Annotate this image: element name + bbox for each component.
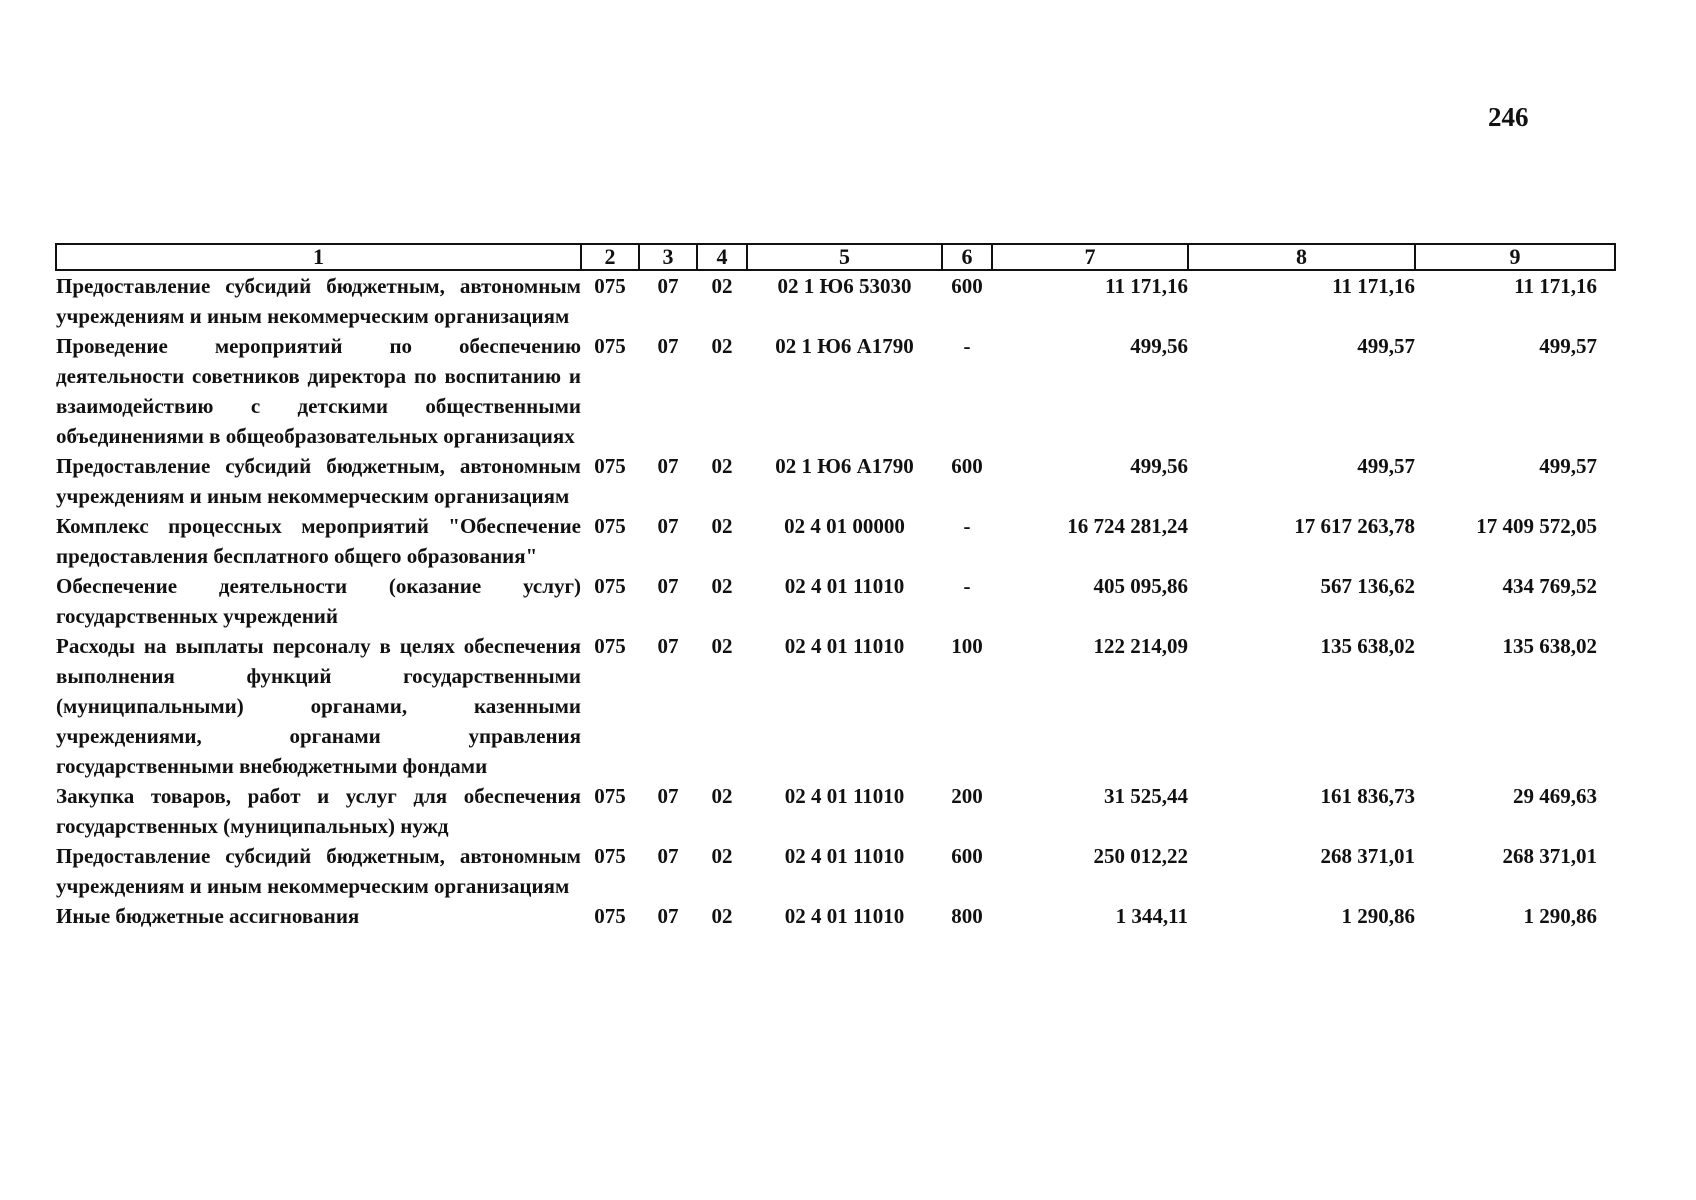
ved-code: 075 <box>594 784 626 808</box>
subsection-code: 02 <box>711 334 733 358</box>
target-article-code: 02 1 Ю6 А1790 <box>775 334 914 358</box>
expense-type-code: 800 <box>951 904 983 928</box>
section-code: 07 <box>657 634 679 658</box>
amount-col9: 29 469,63 <box>1513 784 1597 808</box>
subsection-code: 02 <box>711 514 733 538</box>
amount-col8: 499,57 <box>1357 454 1415 478</box>
amount-col8: 567 136,62 <box>1320 574 1415 598</box>
table-row <box>56 331 1615 451</box>
table-row <box>56 781 1615 841</box>
target-article-code: 02 4 01 11010 <box>784 784 905 808</box>
section-code: 07 <box>657 454 679 478</box>
amount-col9: 499,57 <box>1539 334 1597 358</box>
amount-col9: 1 290,86 <box>1523 904 1597 928</box>
table-row <box>56 571 1615 631</box>
amount-col7: 499,56 <box>1130 454 1188 478</box>
ved-code: 075 <box>594 844 626 868</box>
target-article-code: 02 4 01 11010 <box>784 904 905 928</box>
amount-col9: 499,57 <box>1539 454 1597 478</box>
amount-col9: 11 171,16 <box>1514 274 1597 298</box>
page-number: 246 <box>1488 102 1529 132</box>
item-name: Комплекс процессных мероприятий "Обеспечение предоставления бесплатного общего образования" <box>56 514 581 568</box>
amount-col7: 405 095,86 <box>1093 574 1188 598</box>
amount-col7: 16 724 281,24 <box>1067 514 1188 538</box>
target-article-code: 02 1 Ю6 А1790 <box>775 454 914 478</box>
subsection-code: 02 <box>711 904 733 928</box>
amount-col9: 17 409 572,05 <box>1476 514 1597 538</box>
expense-type-code: - <box>963 334 971 358</box>
amount-col8: 135 638,02 <box>1320 634 1415 658</box>
expense-type-code: 100 <box>951 634 983 658</box>
amount-col8: 161 836,73 <box>1320 784 1415 808</box>
expense-type-code: 600 <box>951 454 983 478</box>
ved-code: 075 <box>594 274 626 298</box>
item-name: Расходы на выплаты персоналу в целях обеспечения выполнения функций государственными (муниципальными) органами, казенными учреждениями, органами управления государственными внебюджетными фондами <box>56 634 581 778</box>
expense-type-code: - <box>963 514 971 538</box>
col-header: 9 <box>1415 244 1615 270</box>
amount-col8: 268 371,01 <box>1320 844 1415 868</box>
col-header: 5 <box>747 244 942 270</box>
item-name: Иные бюджетные ассигнования <box>56 904 360 928</box>
col-header: 3 <box>639 244 697 270</box>
col-header: 2 <box>581 244 639 270</box>
section-code: 07 <box>657 334 679 358</box>
ved-code: 075 <box>594 454 626 478</box>
section-code: 07 <box>657 274 679 298</box>
amount-col8: 499,57 <box>1357 334 1415 358</box>
ved-code: 075 <box>594 634 626 658</box>
table-row <box>56 901 1615 931</box>
amount-col9: 135 638,02 <box>1502 634 1597 658</box>
col-header: 8 <box>1188 244 1415 270</box>
target-article-code: 02 1 Ю6 53030 <box>777 274 912 298</box>
table-row <box>56 511 1615 571</box>
expense-type-code: 600 <box>951 274 983 298</box>
amount-col8: 17 617 263,78 <box>1294 514 1415 538</box>
ved-code: 075 <box>594 514 626 538</box>
amount-col7: 499,56 <box>1130 334 1188 358</box>
header-row <box>56 244 1615 270</box>
expense-type-code: 200 <box>951 784 983 808</box>
col-header: 6 <box>942 244 992 270</box>
amount-col7: 1 344,11 <box>1115 904 1188 928</box>
amount-col7: 122 214,09 <box>1093 634 1188 658</box>
amount-col7: 31 525,44 <box>1104 784 1188 808</box>
amount-col8: 1 290,86 <box>1341 904 1415 928</box>
expense-type-code: 600 <box>951 844 983 868</box>
target-article-code: 02 4 01 00000 <box>784 514 905 538</box>
col-header: 7 <box>992 244 1188 270</box>
target-article-code: 02 4 01 11010 <box>784 844 905 868</box>
subsection-code: 02 <box>711 274 733 298</box>
section-code: 07 <box>657 844 679 868</box>
amount-col9: 434 769,52 <box>1502 574 1597 598</box>
subsection-code: 02 <box>711 454 733 478</box>
section-code: 07 <box>657 514 679 538</box>
item-name: Закупка товаров, работ и услуг для обеспечения государственных (муниципальных) нужд <box>56 784 581 838</box>
table-row <box>56 451 1615 511</box>
item-name: Предоставление субсидий бюджетным, автономным учреждениям и иным некоммерческим организациям <box>56 844 581 898</box>
expense-type-code: - <box>963 574 971 598</box>
ved-code: 075 <box>594 334 626 358</box>
amount-col7: 11 171,16 <box>1105 274 1188 298</box>
subsection-code: 02 <box>711 574 733 598</box>
col-header: 1 <box>56 244 581 270</box>
item-name: Предоставление субсидий бюджетным, автономным учреждениям и иным некоммерческим организациям <box>56 274 581 328</box>
subsection-code: 02 <box>711 634 733 658</box>
amount-col8: 11 171,16 <box>1332 274 1415 298</box>
section-code: 07 <box>657 574 679 598</box>
item-name: Предоставление субсидий бюджетным, автономным учреждениям и иным некоммерческим организациям <box>56 454 581 508</box>
table-row <box>56 631 1615 781</box>
budget-table <box>55 243 1616 931</box>
item-name: Обеспечение деятельности (оказание услуг) государственных учреждений <box>56 574 581 628</box>
amount-col9: 268 371,01 <box>1502 844 1597 868</box>
target-article-code: 02 4 01 11010 <box>784 574 905 598</box>
target-article-code: 02 4 01 11010 <box>784 634 905 658</box>
section-code: 07 <box>657 904 679 928</box>
section-code: 07 <box>657 784 679 808</box>
col-header: 4 <box>697 244 747 270</box>
ved-code: 075 <box>594 574 626 598</box>
subsection-code: 02 <box>711 784 733 808</box>
subsection-code: 02 <box>711 844 733 868</box>
table-row <box>56 841 1615 901</box>
ved-code: 075 <box>594 904 626 928</box>
amount-col7: 250 012,22 <box>1093 844 1188 868</box>
table-row <box>56 270 1615 331</box>
item-name: Проведение мероприятий по обеспечению деятельности советников директора по воспитанию и взаимодействию с детскими общественными объединениями в общеобразовательных организациях <box>56 334 581 448</box>
